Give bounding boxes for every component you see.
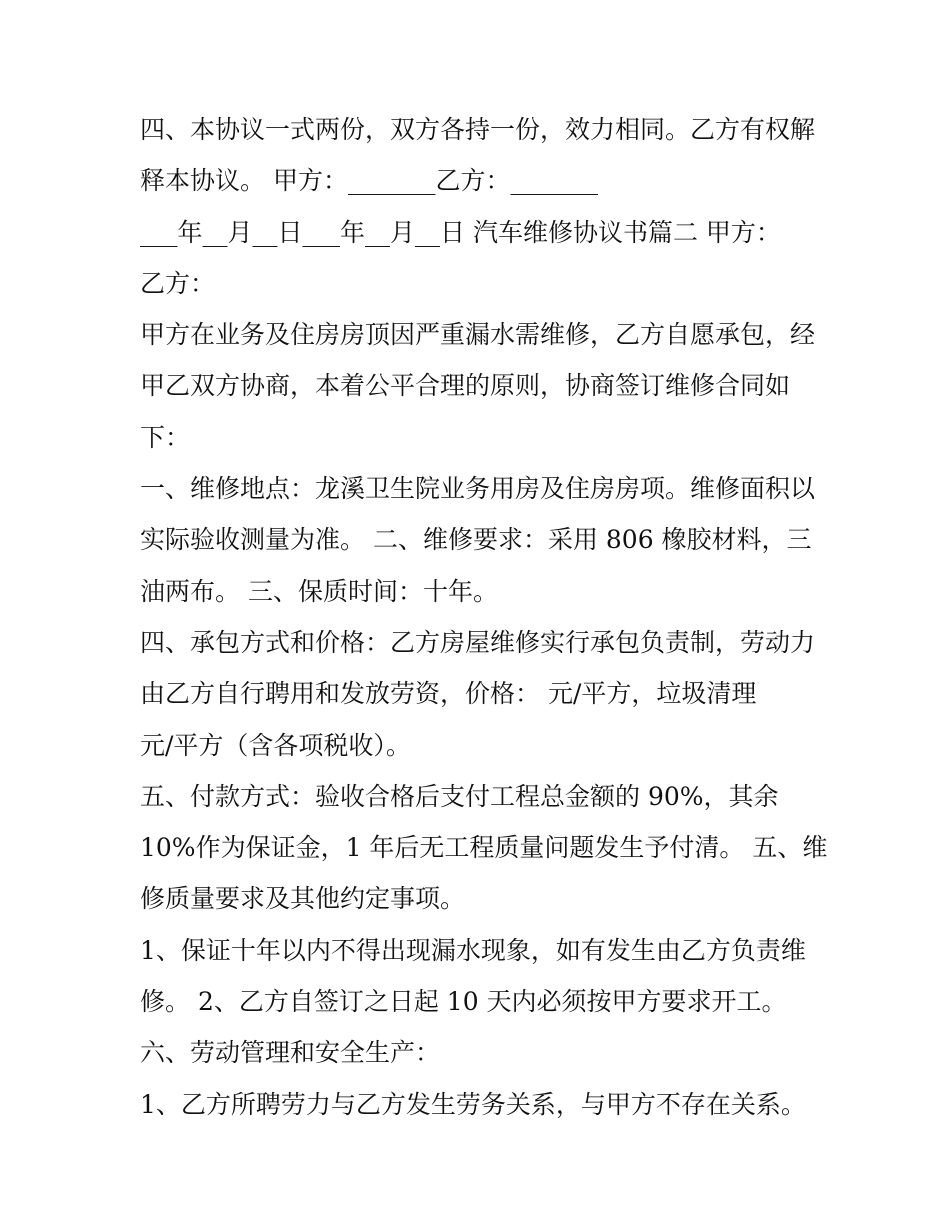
text-line: 五、付款方式：验收合格后支付工程总金额的 90%，其余: [140, 781, 779, 811]
document-body: [140, 104, 828, 1130]
text-line: 修质量要求及其他约定事项。: [140, 884, 466, 914]
text-line: 乙方：: [140, 268, 216, 298]
text-line: 甲方在业务及住房房顶因严重漏水需维修，乙方自愿承包，经: [140, 320, 816, 350]
text-line: 六、劳动管理和安全生产：: [140, 1038, 441, 1068]
text-line: 实际验收测量为准。 二、维修要求：采用 806 橡胶材料，三: [140, 525, 812, 555]
text-line: 下：: [140, 422, 191, 452]
text-line: 由乙方自行聘用和发放劳资，价格： 元/平方，垃圾清理: [140, 679, 757, 709]
text-line: 释本协议。 甲方：_______乙方：_______: [140, 166, 598, 196]
text-line: ___年__月__日___年__月__日 汽车维修协议书篇二 甲方：: [140, 217, 781, 247]
text-line: 1、乙方所聘劳力与乙方发生劳务关系，与甲方不存在关系。: [140, 1089, 806, 1119]
text-line: 甲乙双方协商，本着公平合理的原则，协商签订维修合同如: [140, 371, 791, 401]
text-line: 油两布。 三、保质时间：十年。: [140, 576, 498, 606]
text-line: 四、本协议一式两份，双方各持一份，效力相同。乙方有权解: [140, 115, 816, 144]
text-line: 四、承包方式和价格：乙方房屋维修实行承包负责制，劳动力: [140, 627, 816, 657]
text-line: 10%作为保证金，1 年后无工程质量问题发生予付清。 五、维: [140, 833, 828, 863]
text-line: 一、维修地点：龙溪卫生院业务用房及住房房项。维修面积以: [140, 474, 816, 504]
text-line: 修。 2、乙方自签订之日起 10 天内必须按甲方要求开工。: [140, 987, 787, 1017]
text-line: 1、保证十年以内不得出现漏水现象，如有发生由乙方负责维: [140, 935, 806, 965]
text-line: 元/平方（含各项税收）。: [140, 730, 411, 760]
